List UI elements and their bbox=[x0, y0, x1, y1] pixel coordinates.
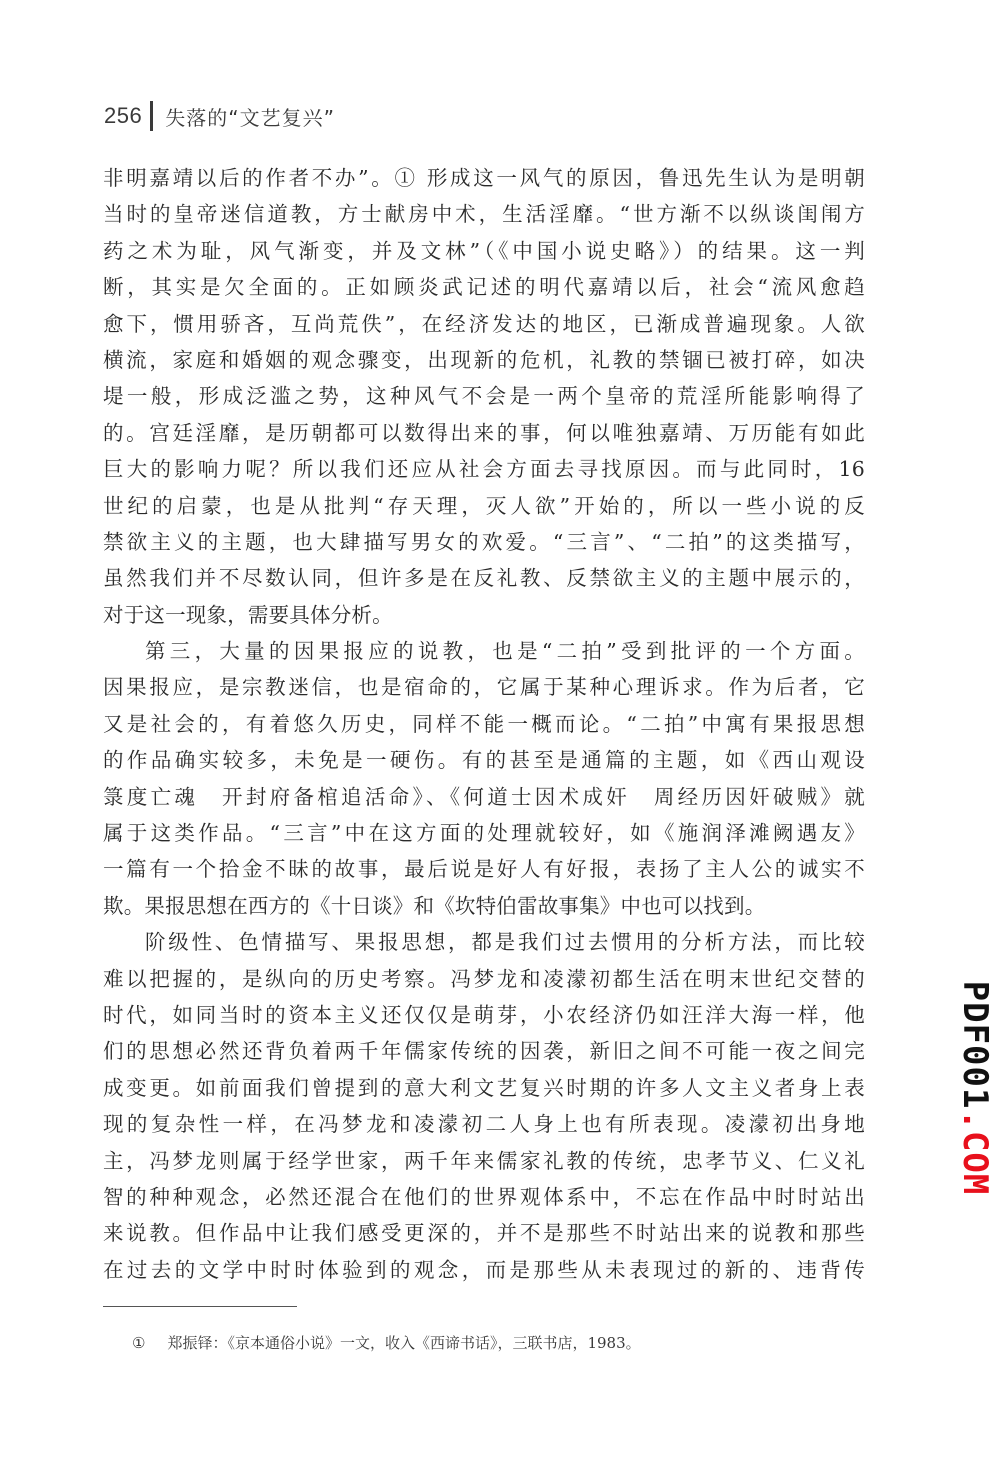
page-number: 256 bbox=[104, 103, 143, 128]
text-line: 属于这类作品。“三言”中在这方面的处理就较好，如《施润泽滩阙遇友》 bbox=[103, 821, 865, 846]
footnote-mark: ① bbox=[132, 1334, 146, 1352]
text-line: 世纪的启蒙，也是从批判“存天理，灭人欲”开始的，所以一些小说的反 bbox=[103, 493, 865, 518]
text-line: 主，冯梦龙则属于经学世家，两千年来儒家礼教的传统，忠孝节义、仁义礼 bbox=[103, 1148, 865, 1173]
text-line: 现的复杂性一样，在冯梦龙和凌濛初二人身上也有所表现。凌濛初出身地 bbox=[103, 1112, 865, 1137]
text-line: 阶级性、色情描写、果报思想，都是我们过去惯用的分析方法，而比较 bbox=[145, 930, 865, 955]
watermark bbox=[955, 980, 995, 1196]
text-line: 巨大的影响力呢？所以我们还应从社会方面去寻找原因。而与此同时，16 bbox=[103, 457, 865, 482]
running-header bbox=[104, 98, 335, 134]
text-line: 因果报应，是宗教迷信，也是宿命的，它属于某种心理诉求。作为后者，它 bbox=[103, 675, 865, 700]
text-line: 第三，大量的因果报应的说教，也是“二拍”受到批评的一个方面。 bbox=[145, 639, 865, 664]
running-title: 失落的“文艺复兴” bbox=[165, 105, 335, 130]
text-line: 难以把握的，是纵向的历史考察。冯梦龙和凌濛初都生活在明末世纪交替的 bbox=[103, 966, 865, 991]
watermark-part-1: PDF001 bbox=[955, 980, 995, 1110]
text-line: 虽然我们并不尽数认同，但许多是在反礼教、反禁欲主义的主题中展示的， bbox=[103, 566, 865, 591]
text-line: 智的种种观念，必然还混合在他们的世界观体系中，不忘在作品中时时站出 bbox=[103, 1184, 865, 1209]
text-line: 非明嘉靖以后的作者不办”。① 形成这一风气的原因，鲁迅先生认为是明朝 bbox=[103, 166, 865, 190]
text-line: 药之术为耻，风气渐变，并及文林”（《中国小说史略》）的结果。这一判 bbox=[103, 238, 865, 263]
text-line: 成变更。如前面我们曾提到的意大利文艺复兴时期的许多人文主义者身上表 bbox=[103, 1075, 865, 1100]
text-line: 箓度亡魂 开封府备棺追活命》、《何道士因术成奸 周经历因奸破贼》就 bbox=[103, 784, 865, 809]
footnote bbox=[132, 1332, 641, 1353]
text-line: 堤一般，形成泛滥之势，这种风气不会是一两个皇帝的荒淫所能影响得了 bbox=[103, 384, 865, 409]
text-line: 愈下，惯用骄吝，互尚荒佚”，在经济发达的地区，已渐成普遍现象。人欲 bbox=[103, 311, 865, 336]
watermark-text bbox=[955, 981, 995, 1196]
text-line: 来说教。但作品中让我们感受更深的，并不是那些不时站出来的说教和那些 bbox=[103, 1221, 865, 1246]
text-line: 一篇有一个拾金不昧的故事，最后说是好人有好报，表扬了主人公的诚实不 bbox=[103, 857, 865, 882]
text-line: 断，其实是欠全面的。正如顾炎武记述的明代嘉靖以后，社会“流风愈趋 bbox=[103, 275, 865, 300]
header-divider bbox=[150, 101, 153, 131]
footnote-divider bbox=[103, 1306, 297, 1307]
text-line: 的作品确实较多，未免是一硬伤。有的甚至是通篇的主题，如《西山观设 bbox=[103, 748, 865, 773]
text-line: 欺。果报思想在西方的《十日谈》和《坎特伯雷故事集》中也可以找到。 bbox=[103, 893, 766, 918]
text-line: 禁欲主义的主题，也大肆描写男女的欢爱。“三言”、“二拍”的这类描写， bbox=[103, 529, 865, 554]
text-line: 对于这一现象，需要具体分析。 bbox=[103, 602, 393, 627]
body-text bbox=[103, 160, 865, 1288]
text-line: 时代，如同当时的资本主义还仅仅是萌芽，小农经济仍如汪洋大海一样，他 bbox=[103, 1002, 865, 1027]
text-line: 当时的皇帝迷信道教，方士献房中术，生活淫靡。“世方渐不以纵谈闺闱方 bbox=[103, 202, 865, 227]
text-line: 又是社会的，有着悠久历史，同样不能一概而论。“二拍”中寓有果报思想 bbox=[103, 711, 865, 736]
text-line: 横流，家庭和婚姻的观念骤变，出现新的危机，礼教的禁锢已被打碎，如决 bbox=[103, 347, 865, 372]
text-line: 在过去的文学中时时体验到的观念，而是那些从未表现过的新的、违背传 bbox=[103, 1257, 865, 1282]
footnote-text: 郑振铎：《京本通俗小说》一文，收入《西谛书话》，三联书店，1983。 bbox=[167, 1334, 641, 1352]
text-line: 们的思想必然还背负着两千年儒家传统的因袭，新旧之间不可能一夜之间完 bbox=[103, 1039, 865, 1064]
text-line: 的。宫廷淫靡，是历朝都可以数得出来的事，何以唯独嘉靖、万历能有如此 bbox=[103, 420, 865, 445]
watermark-part-2: .COM bbox=[955, 1109, 995, 1196]
